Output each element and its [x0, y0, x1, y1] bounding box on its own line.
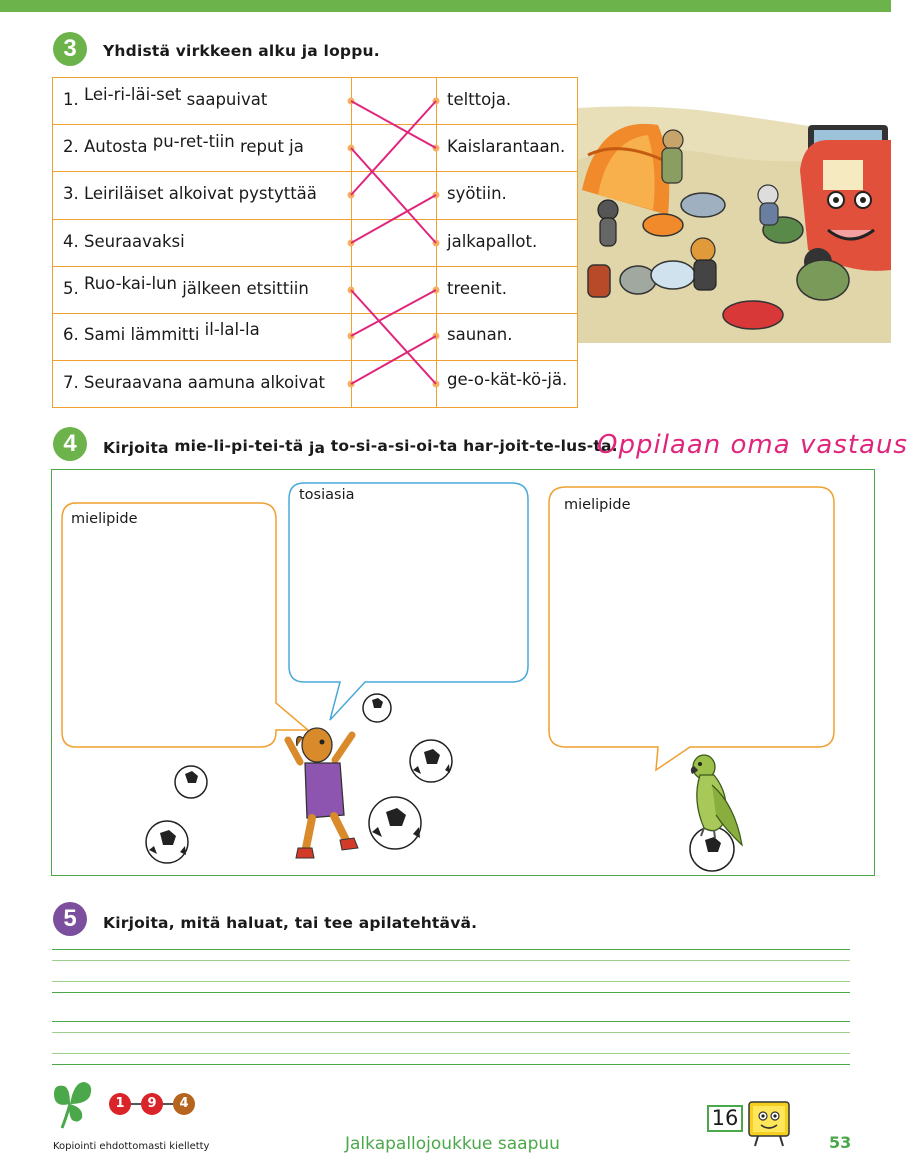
- sentence-text: jälkeen etsittiin: [176, 279, 309, 298]
- sentence-text: saapuivat: [181, 90, 268, 109]
- copyright-note: Kopiointi ehdottomasti kielletty: [53, 1141, 210, 1152]
- sentence-text: Leiriläiset alkoivat pystyttää: [84, 184, 317, 203]
- sentence-text: Seuraavaksi: [84, 232, 185, 251]
- chapter-title: Jalkapallojoukkue saapuu: [345, 1134, 560, 1154]
- bubble-label-opinion-left: mielipide: [71, 511, 138, 527]
- opinion-bubble-left: [62, 503, 308, 747]
- football-icon: [175, 766, 207, 798]
- football-icon: [363, 694, 391, 722]
- sentence-end-2: Kaislarantaan.: [447, 137, 566, 156]
- page-number: 53: [829, 1133, 852, 1152]
- sentence-end-4: jalkapallot.: [447, 232, 538, 251]
- sentence-text: reput ja: [234, 137, 304, 156]
- sentence-start-lead: 5.: [63, 279, 84, 298]
- sentence-start-lead: 4.: [63, 232, 84, 251]
- sentence-start-lead: 1.: [63, 90, 84, 109]
- hyphenated-word: il-lal-la: [204, 320, 260, 339]
- number-badge: 16: [707, 1105, 743, 1132]
- hyphenated-word: to-si-a-si-oi-ta: [330, 437, 458, 455]
- hyphenated-word: Ruo-kai-lun: [84, 274, 177, 293]
- level-badge-2: 9: [141, 1093, 163, 1115]
- sentence-start-lead: 3.: [63, 184, 84, 203]
- book-mascot-icon: [744, 1100, 794, 1148]
- title-text: ja: [303, 439, 331, 457]
- handwritten-answer: Oppilaan oma vastaus: [597, 430, 908, 460]
- football-icon: [690, 827, 734, 871]
- writing-line-2[interactable]: [52, 1021, 850, 1065]
- sentence-end-7: ge-o-kät-kö-jä.: [447, 370, 568, 389]
- sentence-end-3: syötiin.: [447, 184, 507, 203]
- football-icon: [410, 740, 452, 782]
- sentence-end-1: telttoja.: [447, 90, 512, 109]
- hyphenated-word: har-joit-te-lus-ta.: [463, 437, 618, 455]
- clover-icon: [48, 1074, 94, 1130]
- sentence-end-6: saunan.: [447, 325, 513, 344]
- hyphenated-word: mie-li-pi-tei-tä: [174, 437, 304, 455]
- title-text: Kirjoita: [103, 439, 175, 457]
- level-badge-1: 1: [109, 1093, 131, 1115]
- fact-bubble: [289, 483, 528, 720]
- sentence-end-5: treenit.: [447, 279, 507, 298]
- football-icon: [369, 797, 421, 849]
- dog-player-illustration: [288, 728, 358, 858]
- sentence-text: Seuraavana aamuna alkoivat: [84, 373, 326, 392]
- task-3-number: 3: [53, 32, 87, 66]
- task-4-number: 4: [53, 427, 87, 461]
- task-5-title: Kirjoita, mitä haluat, tai tee apilatehtävä.: [103, 914, 478, 932]
- hyphenated-word: Lei-ri-läi-set: [84, 85, 182, 104]
- bubble-label-opinion-right: mielipide: [564, 497, 631, 513]
- football-icon: [146, 821, 188, 863]
- sentence-start-lead: 6. Sami lämmitti: [63, 325, 205, 344]
- task-5-number: 5: [53, 902, 87, 936]
- opinion-bubble-right: [549, 487, 834, 770]
- writing-line-1[interactable]: [52, 949, 850, 993]
- level-badge-3: 4: [173, 1093, 195, 1115]
- sentence-start-lead: 7.: [63, 373, 84, 392]
- hyphenated-word: pu-ret-tiin: [152, 132, 235, 151]
- task-3-title: Yhdistä virkkeen alku ja loppu.: [103, 42, 380, 60]
- sentence-start-lead: 2. Autosta: [63, 137, 153, 156]
- bubble-label-fact: tosiasia: [299, 487, 355, 503]
